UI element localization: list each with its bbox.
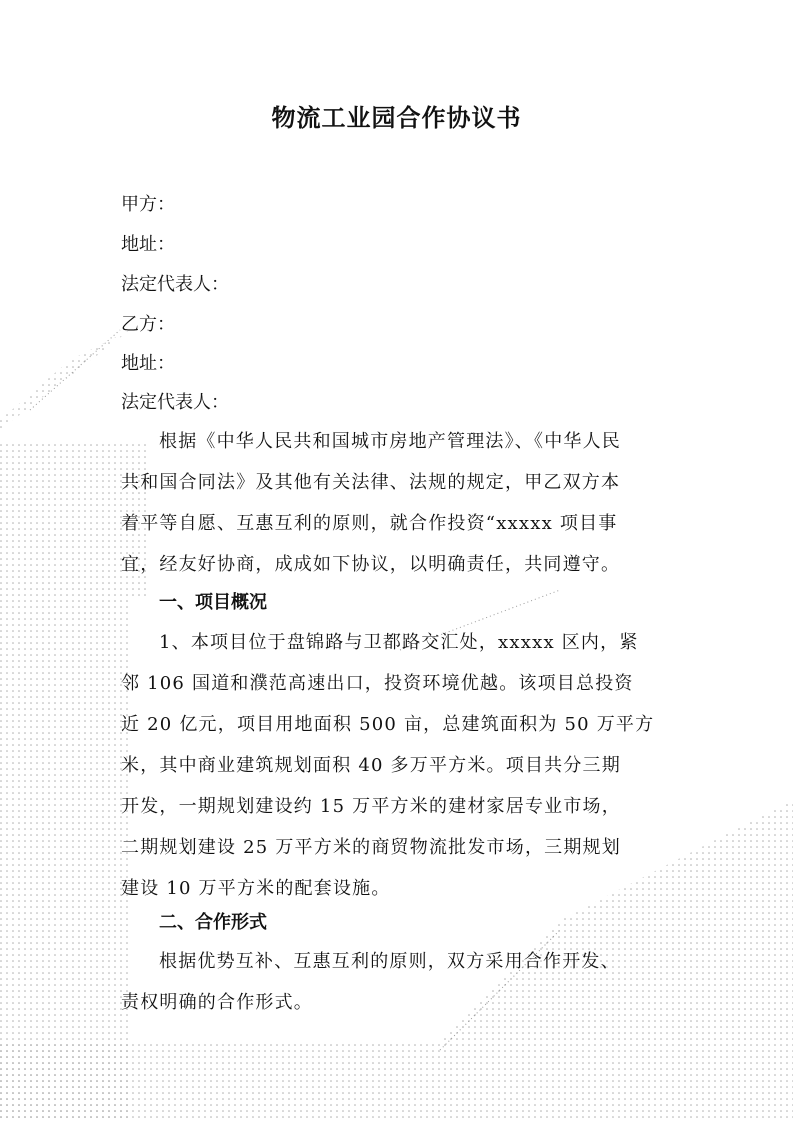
paragraph-line: 米，其中商业建筑规划面积 40 多万平方米。项目共分三期: [121, 755, 621, 776]
paragraph-line: 开发，一期规划建设约 15 万平方米的建材家居专业市场，: [121, 796, 621, 817]
party-b-representative-label: 法定代表人：: [121, 392, 229, 413]
section-1-heading: 一、项目概况: [159, 592, 267, 613]
paragraph-line: 责权明确的合作形式。: [121, 992, 313, 1013]
party-a-address-label: 地址：: [121, 234, 175, 255]
party-b-address-label: 地址：: [121, 353, 175, 374]
paragraph-line: 近 20 亿元，项目用地面积 500 亩，总建筑面积为 50 万平方: [121, 714, 655, 735]
intro-paragraph: [121, 421, 677, 585]
section-2-heading: 二、合作形式: [159, 912, 267, 933]
paragraph-line: 着平等自愿、互惠互利的原则，就合作投资“xxxxx 项目事: [121, 513, 618, 534]
party-a-representative-label: 法定代表人：: [121, 274, 229, 295]
section-2-paragraph: [121, 941, 677, 1023]
paragraph-line: 宜，经友好协商，成成如下协议，以明确责任，共同遵守。: [121, 554, 621, 575]
section-1-paragraph: [121, 622, 677, 909]
paragraph-line: 1、本项目位于盘锦路与卫都路交汇处，xxxxx 区内，紧: [159, 632, 639, 653]
paragraph-line: 建设 10 万平方米的配套设施。: [121, 878, 391, 899]
party-b-name-label: 乙方：: [121, 314, 175, 335]
paragraph-line: 邻 106 国道和濮范高速出口，投资环境优越。该项目总投资: [121, 673, 634, 694]
paragraph-line: 根据优势互补、互惠互利的原则，双方采用合作开发、: [159, 951, 620, 972]
paragraph-line: 共和国合同法》及其他有关法律、法规的规定，甲乙双方本: [121, 472, 621, 493]
paragraph-line: 二期规划建设 25 万平方米的商贸物流批发市场，三期规划: [121, 837, 621, 858]
document-title: 物流工业园合作协议书: [271, 104, 522, 132]
party-a-name-label: 甲方：: [121, 194, 175, 215]
paragraph-line: 根据《中华人民共和国城市房地产管理法》、《中华人民: [159, 431, 621, 452]
